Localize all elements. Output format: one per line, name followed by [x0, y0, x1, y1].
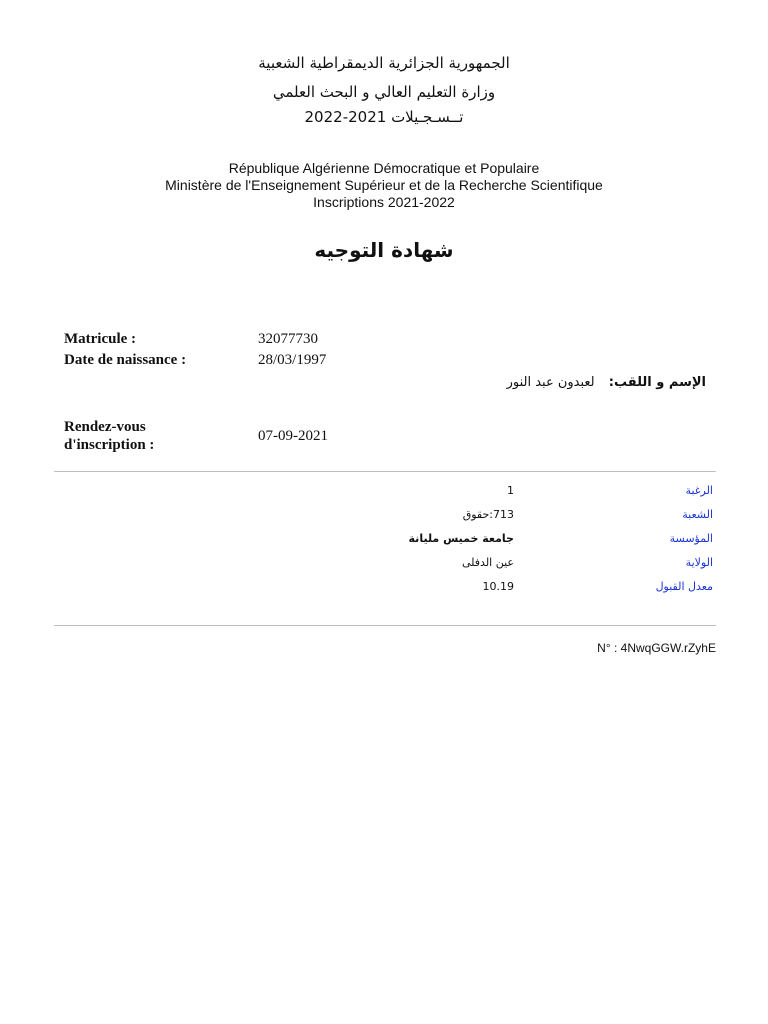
header-fr-line1: République Algérienne Démocratique et Populaire: [228, 160, 540, 176]
row-key-branch: الشعبة: [682, 508, 713, 521]
row-value-choice: 1: [507, 484, 514, 497]
row-value-branch: 713:حقوق: [462, 508, 514, 521]
row-key-institution: المؤسسة: [669, 532, 713, 545]
row-value-wilaya: عين الدفلى: [461, 556, 514, 569]
row-value-admission-average: 10.19: [482, 580, 514, 593]
rdv-label-line2: d'inscription :: [64, 437, 155, 453]
divider-bottom: [54, 625, 716, 626]
rdv-label-line1: Rendez-vous: [64, 419, 146, 435]
matricule-label: Matricule :: [64, 331, 137, 347]
header-fr-line2: Ministère de l'Enseignement Supérieur et de la Recherche Scientifique: [165, 177, 603, 193]
matricule-value: 32077730: [258, 331, 318, 347]
row-value-institution: جامعة خميس مليانة: [408, 532, 514, 545]
header-fr-line3: Inscriptions 2021-2022: [313, 194, 455, 210]
rdv-label: [64, 418, 154, 454]
row-key-admission-average: معدل القبول: [655, 580, 713, 593]
row-key-choice: الرغبة: [685, 484, 713, 497]
header-ar-line2: وزارة التعليم العالي و البحث العلمي: [272, 83, 496, 101]
header-ar-line3: تــسـجـيلات 2021-2022: [304, 108, 464, 126]
reference-number: N° : 4NwqGGW.rZyhE: [597, 641, 716, 655]
document-title: شهادة التوجيه: [314, 238, 454, 262]
name-label: الإسم و اللقب:: [608, 375, 706, 390]
row-key-wilaya: الولاية: [685, 556, 713, 569]
dob-value: 28/03/1997: [258, 352, 327, 368]
divider-top: [54, 471, 716, 472]
header-ar-line1: الجمهورية الجزائرية الديمقراطية الشعبية: [258, 54, 510, 72]
name-row: [507, 375, 706, 390]
dob-label: Date de naissance :: [64, 352, 187, 368]
name-value: لعبدون عبد النور: [506, 375, 595, 390]
rdv-date: 07-09-2021: [258, 428, 328, 444]
